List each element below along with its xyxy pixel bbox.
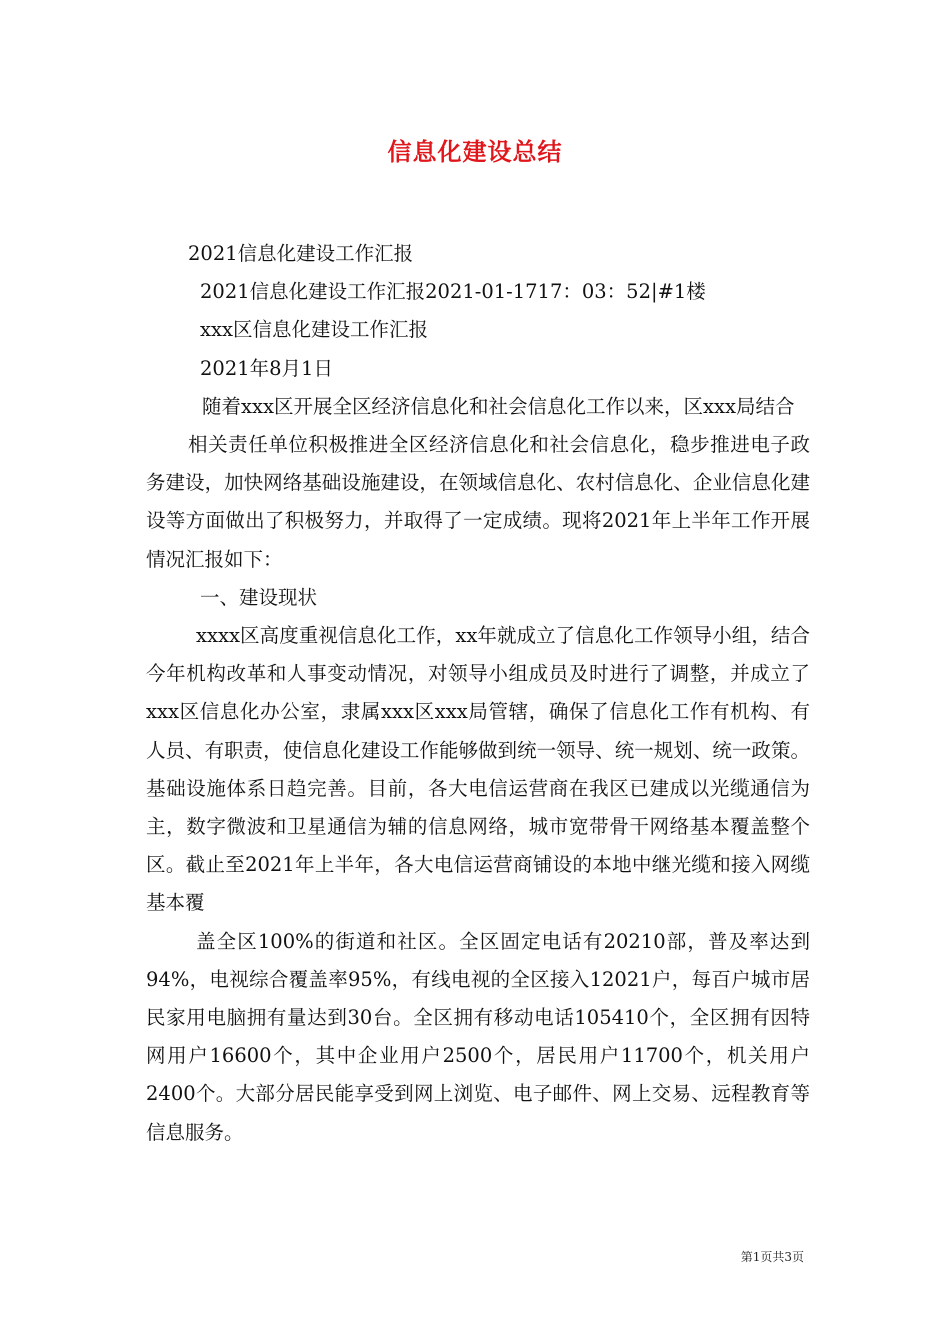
section-heading: 一、建设现状 (200, 585, 318, 609)
paragraph-statistics: 盖全区100%的街道和社区。全区固定电话有20210部，普及率达到94%，电视综合覆盖率95%，有线电视的全区接入12021户，每百户城市居民家用电脑拥有量达到30台。全区拥有移动电话105410个，全区拥有因特网用户16600个，其中企业用户2500个，居民用户11700个，机关用户2400个。大部分居民能享受到网上浏览、电子邮件、网上交易、远程教育等信息服务。 (146, 929, 810, 1144)
paragraph-summary: 相关责任单位积极推进全区经济信息化和社会信息化，稳步推进电子政务建设，加快网络基础设施建设，在领域信息化、农村信息化、企业信息化建设等方面做出了积极努力，并取得了一定成绩。现将2021年上半年工作开展情况汇报如下： (146, 433, 810, 571)
paragraph-heading: 2021信息化建设工作汇报 (188, 242, 414, 265)
document-title: 信息化建设总结 (387, 138, 563, 166)
paragraph-date: 2021年8月1日 (200, 356, 333, 380)
paragraph-report-title: xxx区信息化建设工作汇报 (200, 318, 428, 342)
page-indicator: 第1页共3页 (740, 1250, 804, 1264)
paragraph-intro: 随着xxx区开展全区经济信息化和社会信息化工作以来，区xxx局结合 (202, 394, 795, 418)
paragraph-post-line: 2021信息化建设工作汇报2021-01-1717：03：52|#1楼 (200, 280, 706, 304)
paragraph-status: xxxx区高度重视信息化工作，xx年就成立了信息化工作领导小组，结合今年机构改革和人事变动情况，对领导小组成员及时进行了调整，并成立了xxx区信息化办公室，隶属xxx区xxx局管辖，确保了信息化工作有机构、有人员、有职责，使信息化建设工作能够做到统一领导、统一规划、统一政策。基础设施体系日趋完善。目前，各大电信运营商在我区已建成以光缆通信为主，数字微波和卫星通信为辅的信息网络，城市宽带骨干网络基本覆盖整个区。截止至2021年上半年，各大电信运营商铺设的本地中继光缆和接入网缆基本覆 (146, 624, 810, 915)
document-body (146, 235, 810, 1152)
